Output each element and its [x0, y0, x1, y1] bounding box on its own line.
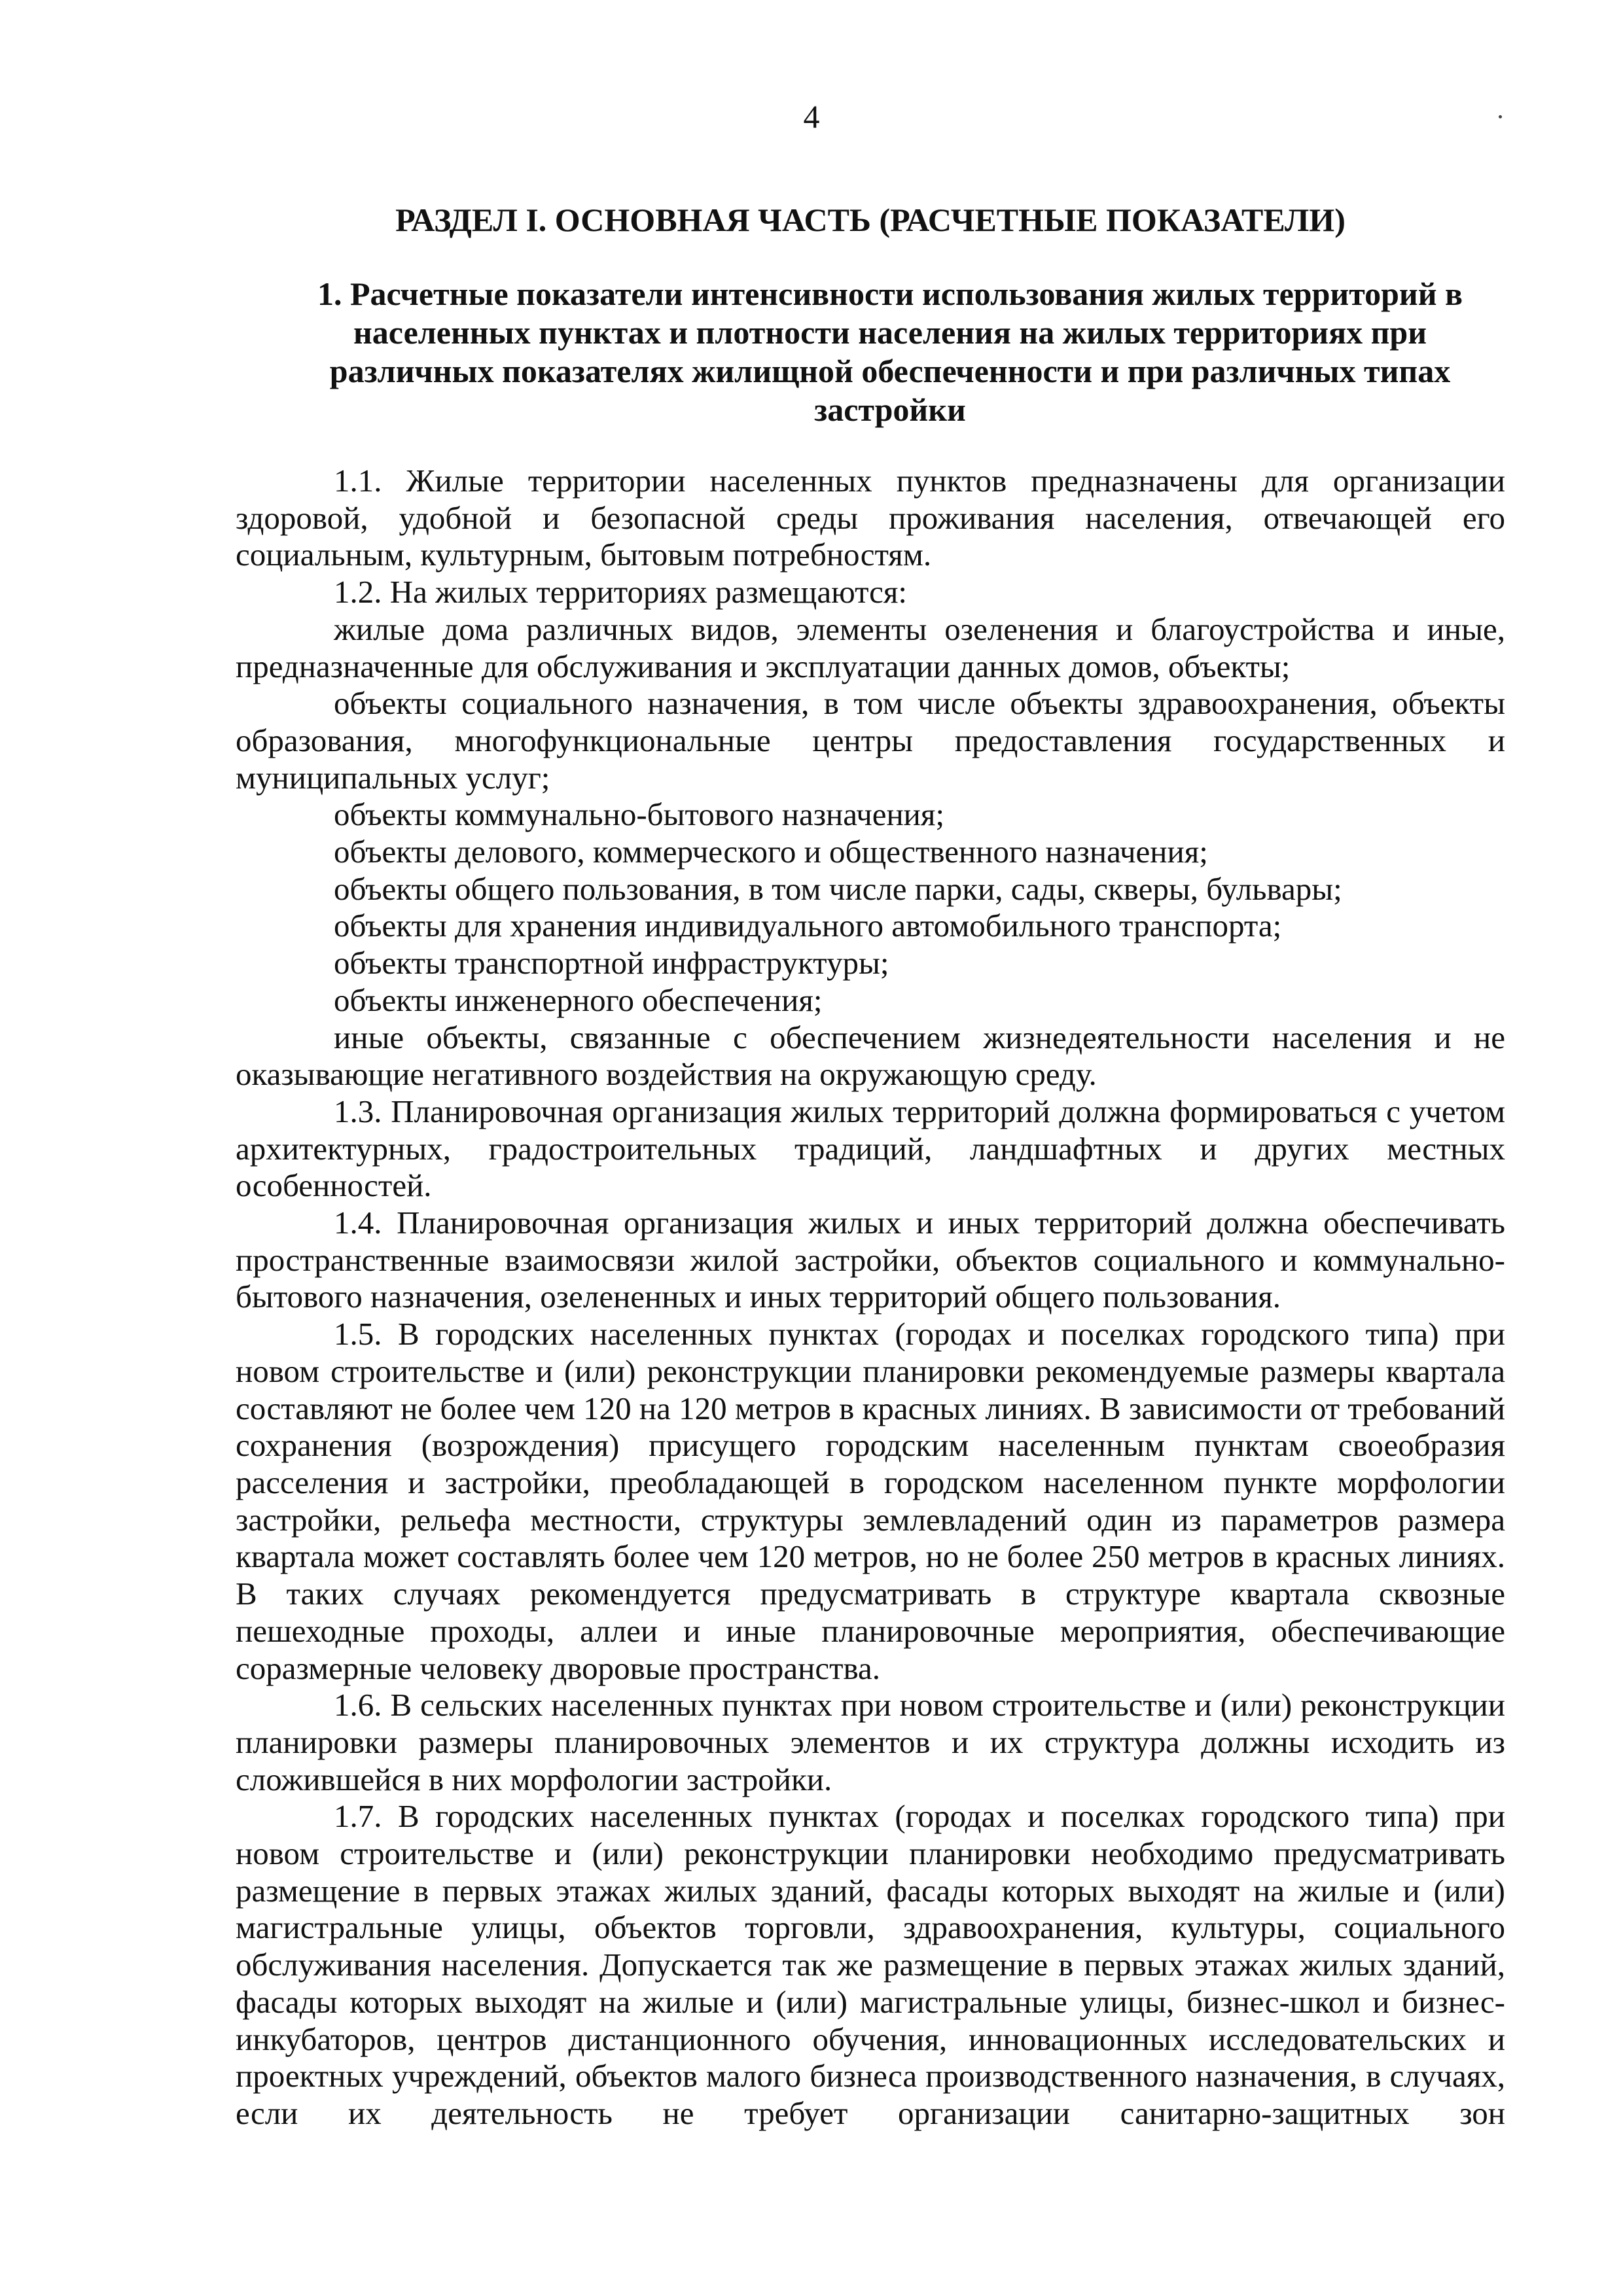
paragraph-1-1: 1.1. Жилые территории населенных пунктов предназначены для организации здоровой, удобной и безопасной среды проживания населения, отвечающей его социальным, культурным, бытовым потребностям. — [236, 463, 1505, 573]
paragraph-1-2: 1.2. На жилых территориях размещаются: — [334, 574, 908, 610]
list-item-public-use-objects: объекты общего пользования, в том числе парки, сады, скверы, бульвары; — [334, 870, 1342, 907]
list-item-residential-houses: жилые дома различных видов, элементы озеленения и благоустройства и иные, предназначенные для обслуживания и эксплуатации данных домов, объекты; — [236, 610, 1505, 684]
paragraph-1-6: 1.6. В сельских населенных пунктах при новом строительстве и (или) реконструкции планировки размеры планировочных элементов и их структура должны исходить из сложившейся в них морфологии застройки. — [236, 1687, 1505, 1797]
list-item-social-objects: объекты социального назначения, в том числе объекты здравоохранения, объекты образования, многофункциональные центры предоставления государственных и муниципальных услуг; — [236, 685, 1505, 796]
paragraph-1-5: 1.5. В городских населенных пунктах (городах и поселках городского типа) при новом строительстве и (или) реконструкции планировки рекомендуемые размеры квартала составляют не более чем 120 на 120 метров в красных линиях. В зависимости от требований сохранения (возрождения) присущего городским населенным пунктам своеобразия расселения и застройки, преобладающей в городском населенном пункте морфологии застройки, рельефа местности, структуры землевладений один из параметров размера квартала может составлять более чем 120 метров, но не более 250 метров в красных линиях. В таких случаях рекомендуется предусматривать в структуре квартала сквозные пешеходные проходы, аллеи и иные планировочные мероприятия, обеспечивающие соразмерные человеку дворовые пространства. — [236, 1316, 1505, 1686]
page-number: 4 — [803, 98, 820, 135]
subheading: 1. Расчетные показатели интенсивности использования жилых территорий в населенных пунктах и плотности населения на жилых территориях при различных показателях жилищной обеспеченности и при различных типах застройки — [317, 275, 1463, 428]
body-text — [236, 463, 1505, 2132]
paragraph-1-7: 1.7. В городских населенных пунктах (городах и поселках городского типа) при новом строительстве и (или) реконструкции планировки необходимо предусматривать размещение в первых этажах жилых зданий, фасады которых выходят на жилые и (или) магистральные улицы, объектов торговли, здравоохранения, культуры, социального обслуживания населения. Допускается так же размещение в первых этажах жилых зданий, фасады которых выходят на жилые и (или) магистральные улицы, бизнес-школ и бизнес-инкубаторов, центров дистанционного обучения, инновационных исследовательских и проектных учреждений, объектов малого бизнеса производственного назначения, в случаях, если их деятельность не требует организации санитарно-защитных зон — [236, 1798, 1505, 2131]
list-item-transport-objects: объекты транспортной инфраструктуры; — [334, 945, 889, 981]
list-item-car-storage-objects: объекты для хранения индивидуального автомобильного транспорта; — [334, 908, 1282, 944]
list-item-business-objects: объекты делового, коммерческого и общественного назначения; — [334, 834, 1208, 870]
section-title: РАЗДЕЛ I. ОСНОВНАЯ ЧАСТЬ (РАСЧЕТНЫЕ ПОКАЗАТЕЛИ) — [395, 202, 1346, 238]
list-item-engineering-objects: объекты инженерного обеспечения; — [334, 981, 823, 1018]
paragraph-1-4: 1.4. Планировочная организация жилых и иных территорий должна обеспечивать пространственные взаимосвязи жилой застройки, объектов социального и коммунально-бытового назначения, озелененных и иных территорий общего пользования. — [236, 1205, 1505, 1315]
list-item-communal-objects: объекты коммунально-бытового назначения; — [334, 796, 945, 833]
paragraph-1-3: 1.3. Планировочная организация жилых территорий должна формироваться с учетом архитектурных, градостроительных традиций, ландшафтных и других местных особенностей. — [236, 1093, 1505, 1204]
list-item-other-objects: иные объекты, связанные с обеспечением жизнедеятельности населения и не оказывающие негативного воздействия на окружающую среду. — [236, 1019, 1505, 1093]
scan-speck — [1499, 115, 1502, 118]
